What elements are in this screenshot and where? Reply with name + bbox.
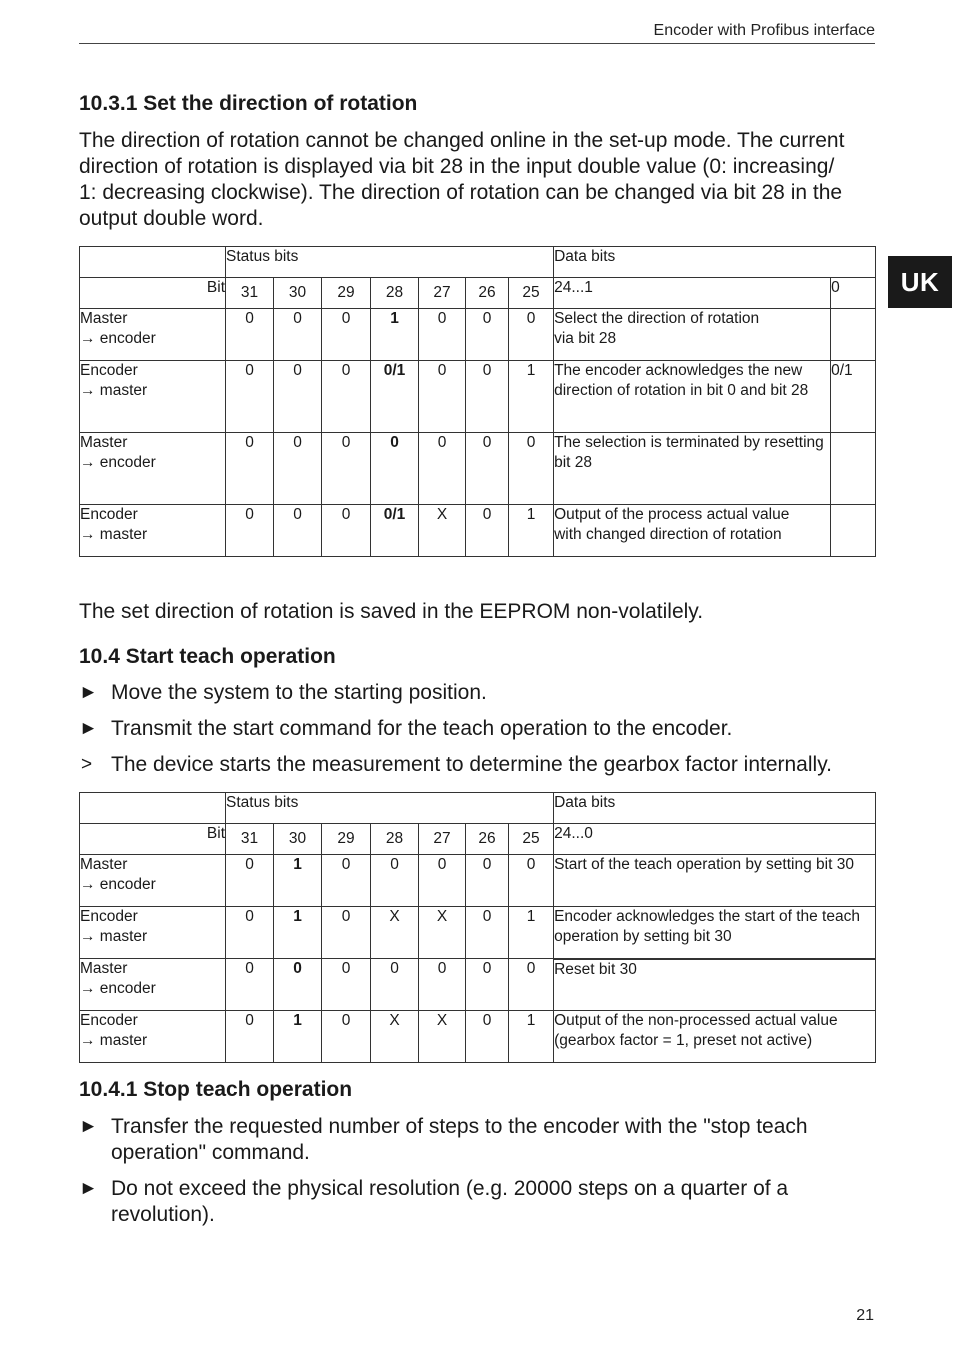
bit-value-highlight: 1: [274, 1011, 322, 1063]
bit-label: Bit: [80, 824, 226, 855]
description-cell: [554, 1011, 876, 1063]
step-text: Transmit the start command for the teach operation to the encoder.: [111, 717, 733, 740]
page-number: 21: [856, 1307, 874, 1324]
bit-value: 0: [226, 361, 274, 433]
bit-value: 0: [419, 855, 466, 907]
direction-from: Encoder: [80, 506, 138, 523]
bit-value: 0: [509, 433, 554, 505]
bit-value: 0: [226, 959, 274, 1011]
bit-col: 31: [226, 278, 274, 309]
triangle-bullet-icon: ►: [79, 682, 98, 703]
direction-to: → master: [80, 382, 148, 399]
bit-value-highlight: 0: [274, 959, 322, 1011]
description-cell: [554, 855, 876, 907]
direction-cell: [80, 907, 226, 959]
last-bit-value: [831, 433, 876, 505]
triangle-bullet-icon: ►: [79, 718, 98, 739]
bit-value: 0: [466, 505, 509, 557]
table-row: [80, 1011, 876, 1063]
description-cell: [554, 361, 831, 433]
bit-value: 0: [226, 309, 274, 361]
direction-to: → encoder: [80, 876, 156, 893]
bit-value: 0: [226, 505, 274, 557]
bit-label: Bit: [80, 278, 226, 309]
bit-value: 0: [466, 1011, 509, 1063]
direction-cell: [80, 309, 226, 361]
header-row: [80, 793, 876, 824]
direction-cell: [80, 361, 226, 433]
data-bit-col: 24...1: [554, 278, 831, 309]
direction-from: Master: [80, 960, 128, 977]
direction-from: Master: [80, 856, 128, 873]
description-cell: [554, 959, 876, 1011]
description-line: Start of the teach operation by setting bit 30: [554, 856, 854, 873]
description-line: via bit 28: [554, 330, 617, 347]
bit-value-highlight: 0/1: [371, 505, 419, 557]
instruction-step: [79, 680, 879, 706]
last-bit-value: 0/1: [831, 361, 876, 433]
bit-value-highlight: 1: [371, 309, 419, 361]
description-line: with changed direction of rotation: [554, 526, 782, 543]
data-bit-col: 24...0: [554, 824, 876, 855]
description-cell: [554, 309, 831, 361]
bit-col: 25: [509, 278, 554, 309]
bit-value: X: [371, 907, 419, 959]
bit-value: 0: [274, 361, 322, 433]
bit-value: 0: [466, 361, 509, 433]
instruction-step: [79, 1176, 879, 1228]
step-text: Move the system to the starting position.: [111, 681, 487, 704]
para-line: 1: decreasing clockwise). The direction of rotation can be changed via bit 28 in the: [79, 181, 843, 204]
bit-value: 0: [371, 959, 419, 1011]
bit-value-highlight: 0/1: [371, 361, 419, 433]
bit-value: 0: [274, 433, 322, 505]
step-line: Transfer the requested number of steps to the encoder with the "stop teach: [111, 1115, 808, 1138]
description-line: Output of the process actual value: [554, 506, 790, 523]
table-row: [80, 505, 876, 557]
result-text: The device starts the measurement to determine the gearbox factor internally.: [111, 753, 832, 776]
bit-value: 0: [419, 361, 466, 433]
rotation-bits-table: [79, 246, 876, 557]
bit-value: 0: [226, 907, 274, 959]
bit-number-row: [80, 278, 876, 309]
bit-col: 27: [419, 824, 466, 855]
bit-value: 0: [466, 855, 509, 907]
bit-col: 30: [274, 278, 322, 309]
result-line: [79, 752, 879, 778]
step-line: revolution).: [111, 1203, 215, 1226]
bit-col: 29: [322, 278, 371, 309]
description-line: (gearbox factor = 1, preset not active): [554, 1032, 813, 1049]
triangle-bullet-icon: ►: [79, 1116, 98, 1137]
last-bit-col: 0: [831, 278, 876, 309]
bit-value: 0: [419, 309, 466, 361]
bit-value: 1: [509, 907, 554, 959]
rotation-paragraph: [79, 128, 879, 232]
step-text: [111, 1114, 879, 1166]
step-line: operation" command.: [111, 1141, 310, 1164]
bit-value-highlight: 1: [274, 907, 322, 959]
bit-value: 0: [466, 433, 509, 505]
bit-value: 0: [322, 309, 371, 361]
bit-col: 29: [322, 824, 371, 855]
table-row: [80, 959, 876, 1011]
table-row: [80, 907, 876, 959]
direction-to: → encoder: [80, 330, 156, 347]
bit-value: 0: [371, 855, 419, 907]
bit-value: 0: [274, 505, 322, 557]
bit-value: X: [419, 505, 466, 557]
bit-value: 1: [509, 1011, 554, 1063]
description-line: Reset bit 30: [554, 960, 637, 978]
bit-value: 0: [466, 907, 509, 959]
direction-to: → master: [80, 928, 148, 945]
bit-value: 0: [322, 361, 371, 433]
instruction-step: [79, 1114, 879, 1166]
description-line: Encoder acknowledges the start of the teach: [554, 908, 860, 925]
section-heading-10-4: 10.4 Start teach operation: [79, 645, 336, 668]
bit-value: 0: [466, 959, 509, 1011]
direction-cell: [80, 1011, 226, 1063]
description-line: The encoder acknowledges the new: [554, 362, 803, 379]
eeprom-note: The set direction of rotation is saved in the EEPROM non-volatilely.: [79, 600, 704, 623]
data-bits-header: Data bits: [554, 247, 876, 278]
bit-col: 25: [509, 824, 554, 855]
bit-value: 0: [466, 309, 509, 361]
bit-value: 0: [322, 1011, 371, 1063]
section-heading-10-3-1: 10.3.1 Set the direction of rotation: [79, 92, 418, 115]
bit-value: 1: [509, 361, 554, 433]
bit-value: 0: [322, 959, 371, 1011]
bit-value: 0: [226, 1011, 274, 1063]
step-line: Do not exceed the physical resolution (e.g. 20000 steps on a quarter of a: [111, 1177, 789, 1200]
bit-value: 1: [509, 505, 554, 557]
header-rule: [79, 43, 875, 44]
direction-cell: [80, 433, 226, 505]
para-line: direction of rotation is displayed via bit 28 in the input double value (0: increasing/: [79, 155, 835, 178]
bit-value: 0: [419, 433, 466, 505]
direction-to: → encoder: [80, 454, 156, 471]
running-header: Encoder with Profibus interface: [653, 22, 875, 39]
bit-col: 26: [466, 824, 509, 855]
table-row: [80, 361, 876, 433]
direction-from: Master: [80, 310, 128, 327]
bit-col: 31: [226, 824, 274, 855]
instruction-step: [79, 716, 879, 742]
bit-value-highlight: 1: [274, 855, 322, 907]
result-arrow-icon: >: [81, 754, 93, 775]
bit-value: 0: [419, 959, 466, 1011]
bit-value: 0: [509, 855, 554, 907]
direction-from: Encoder: [80, 908, 138, 925]
status-bits-header: Status bits: [226, 793, 554, 824]
description-line: Output of the non-processed actual value: [554, 1012, 838, 1029]
description-line: bit 28: [554, 454, 593, 471]
table-row: [80, 855, 876, 907]
bit-value: 0: [509, 309, 554, 361]
para-line: output double word.: [79, 207, 264, 230]
direction-cell: [80, 959, 226, 1011]
last-bit-value: [831, 309, 876, 361]
direction-from: Master: [80, 434, 128, 451]
header-row: [80, 247, 876, 278]
table-row: [80, 309, 876, 361]
bit-value: 0: [322, 433, 371, 505]
bit-value: 0: [226, 855, 274, 907]
description-cell: [554, 433, 831, 505]
description-line: direction of rotation in bit 0 and bit 28: [554, 382, 809, 399]
description-line: The selection is terminated by resetting: [554, 434, 824, 451]
bit-value: 0: [322, 505, 371, 557]
language-tab: UK: [888, 256, 952, 308]
direction-cell: [80, 505, 226, 557]
description-cell: [554, 505, 831, 557]
bit-value: X: [371, 1011, 419, 1063]
bit-col: 28: [371, 824, 419, 855]
direction-from: Encoder: [80, 1012, 138, 1029]
bit-value: 0: [226, 433, 274, 505]
data-bits-header: Data bits: [554, 793, 876, 824]
bit-value: 0: [322, 855, 371, 907]
para-line: The direction of rotation cannot be changed online in the set-up mode. The current: [79, 129, 845, 152]
description-line: operation by setting bit 30: [554, 928, 732, 945]
table-row: [80, 433, 876, 505]
status-bits-header: Status bits: [226, 247, 554, 278]
bit-value-highlight: 0: [371, 433, 419, 505]
bit-col: 26: [466, 278, 509, 309]
bit-value: 0: [509, 959, 554, 1011]
description-line: Select the direction of rotation: [554, 310, 760, 327]
step-text: [111, 1176, 879, 1228]
bit-col: 27: [419, 278, 466, 309]
bit-col: 30: [274, 824, 322, 855]
bit-value: 0: [274, 309, 322, 361]
last-bit-value: [831, 505, 876, 557]
triangle-bullet-icon: ►: [79, 1178, 98, 1199]
bit-value: 0: [322, 907, 371, 959]
direction-to: → master: [80, 1032, 148, 1049]
direction-from: Encoder: [80, 362, 138, 379]
bit-value: X: [419, 1011, 466, 1063]
bit-col: 28: [371, 278, 419, 309]
description-cell: [554, 907, 876, 959]
section-heading-10-4-1: 10.4.1 Stop teach operation: [79, 1078, 353, 1101]
direction-cell: [80, 855, 226, 907]
bit-number-row: [80, 824, 876, 855]
teach-bits-table: [79, 792, 876, 1063]
direction-to: → master: [80, 526, 148, 543]
direction-to: → encoder: [80, 980, 156, 997]
bit-value: X: [419, 907, 466, 959]
